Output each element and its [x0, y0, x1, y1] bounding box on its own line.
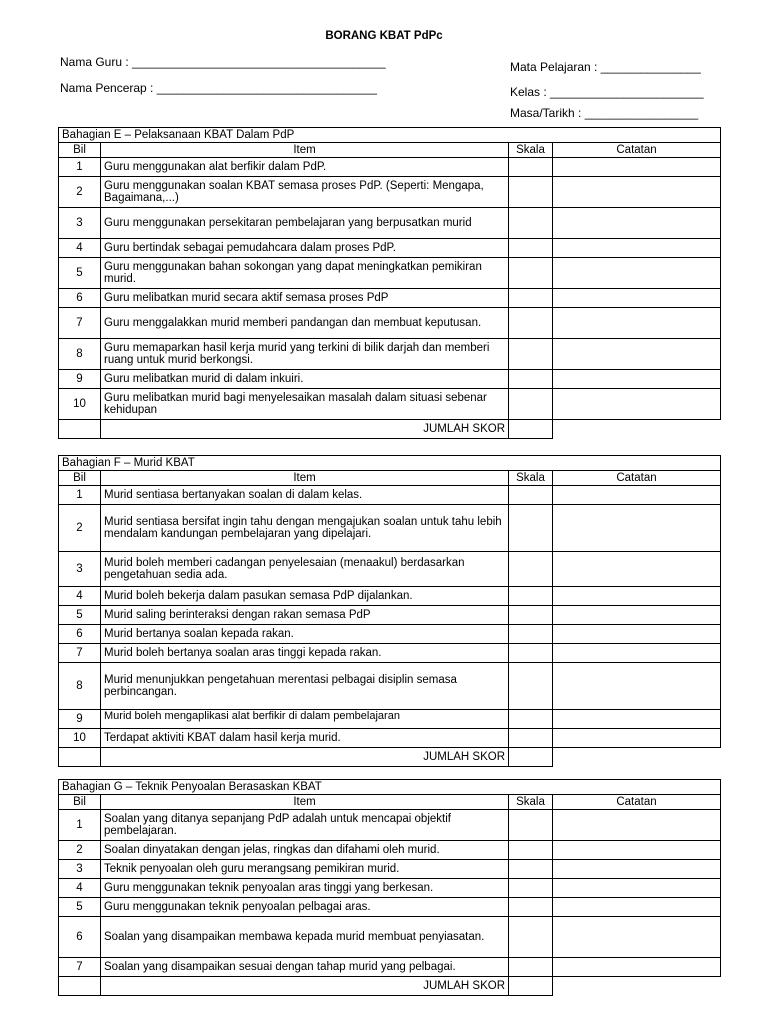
catatan-cell[interactable]: [553, 810, 721, 841]
empty-cell: [553, 977, 721, 996]
table-row: [59, 308, 721, 339]
table-row: [59, 552, 721, 587]
table-row: [59, 917, 721, 958]
skala-cell[interactable]: [509, 389, 553, 420]
catatan-cell[interactable]: [553, 208, 721, 239]
row-number: 6: [59, 625, 101, 644]
column-header-skala: Skala: [509, 143, 553, 158]
column-header-item: Item: [101, 795, 509, 810]
row-item: Guru bertindak sebagai pemudahcara dalam proses PdP.: [101, 239, 509, 258]
table-row: [59, 898, 721, 917]
empty-cell: [59, 977, 101, 996]
catatan-cell[interactable]: [553, 917, 721, 958]
table-row: [59, 339, 721, 370]
skala-cell[interactable]: [509, 289, 553, 308]
total-skala-cell[interactable]: [509, 977, 553, 996]
row-number: 7: [59, 958, 101, 977]
table-row: [59, 710, 721, 729]
catatan-cell[interactable]: [553, 958, 721, 977]
catatan-cell[interactable]: [553, 860, 721, 879]
skala-cell[interactable]: [509, 644, 553, 663]
table-row: [59, 860, 721, 879]
total-row: [59, 748, 721, 767]
row-number: 10: [59, 729, 101, 748]
table-row: [59, 810, 721, 841]
column-header-bil: Bil: [59, 471, 101, 486]
row-number: 3: [59, 208, 101, 239]
form-title: BORANG KBAT PdPc: [325, 30, 443, 42]
catatan-cell[interactable]: [553, 177, 721, 208]
column-header-catatan: Catatan: [553, 143, 721, 158]
row-number: 4: [59, 587, 101, 606]
table-row: [59, 606, 721, 625]
skala-cell[interactable]: [509, 860, 553, 879]
row-item: Guru melibatkan murid secara aktif semasa proses PdP: [101, 289, 509, 308]
row-item: Guru melibatkan murid bagi menyelesaikan masalah dalam situasi sebenar kehidupan: [101, 389, 509, 420]
skala-cell[interactable]: [509, 898, 553, 917]
row-number: 9: [59, 710, 101, 729]
jumlah-skor-label: JUMLAH SKOR: [101, 977, 509, 996]
skala-cell[interactable]: [509, 810, 553, 841]
section-title: Bahagian E – Pelaksanaan KBAT Dalam PdP: [59, 128, 721, 143]
catatan-cell[interactable]: [553, 389, 721, 420]
catatan-cell[interactable]: [553, 505, 721, 552]
catatan-cell[interactable]: [553, 258, 721, 289]
row-item: Terdapat aktiviti KBAT dalam hasil kerja murid.: [101, 729, 509, 748]
row-item: Murid saling berinteraksi dengan rakan semasa PdP: [101, 606, 509, 625]
empty-cell: [553, 420, 721, 439]
row-item: Murid bertanya soalan kepada rakan.: [101, 625, 509, 644]
catatan-cell[interactable]: [553, 370, 721, 389]
skala-cell[interactable]: [509, 879, 553, 898]
row-item: Murid sentiasa bertanyakan soalan di dalam kelas.: [101, 486, 509, 505]
table-row: [59, 958, 721, 977]
empty-cell: [59, 748, 101, 767]
row-item: Teknik penyoalan oleh guru merangsang pemikiran murid.: [101, 860, 509, 879]
skala-cell[interactable]: [509, 177, 553, 208]
table-row: [59, 644, 721, 663]
row-item-text: Murid boleh mengaplikasi alat berfikir di dalam pembelajaran: [104, 711, 400, 722]
catatan-cell[interactable]: [553, 644, 721, 663]
row-number: 10: [59, 389, 101, 420]
column-header-catatan: Catatan: [553, 795, 721, 810]
row-number: 6: [59, 917, 101, 958]
total-row: [59, 420, 721, 439]
skala-cell[interactable]: [509, 505, 553, 552]
section-title: Bahagian F – Murid KBAT: [59, 456, 721, 471]
row-item: Guru menggunakan soalan KBAT semasa proses PdP. (Seperti: Mengapa, Bagaimana,...): [101, 177, 509, 208]
skala-cell[interactable]: [509, 841, 553, 860]
skala-cell[interactable]: [509, 158, 553, 177]
catatan-cell[interactable]: [553, 710, 721, 729]
row-item: Guru menggunakan teknik penyoalan aras tinggi yang berkesan.: [101, 879, 509, 898]
catatan-cell[interactable]: [553, 587, 721, 606]
skala-cell[interactable]: [509, 710, 553, 729]
row-item: Murid sentiasa bersifat ingin tahu dengan mengajukan soalan untuk tahu lebih mendalam kandungan pembelajaran yang dipelajari.: [101, 505, 509, 552]
row-item: Guru menggunakan persekitaran pembelajaran yang berpusatkan murid: [101, 208, 509, 239]
total-skala-cell[interactable]: [509, 748, 553, 767]
row-number: 2: [59, 505, 101, 552]
skala-cell[interactable]: [509, 239, 553, 258]
table-row: [59, 625, 721, 644]
column-header-item: Item: [101, 143, 509, 158]
section-f-table: [58, 455, 721, 767]
catatan-cell[interactable]: [553, 625, 721, 644]
row-item: Guru menggalakkan murid memberi pandangan dan membuat keputusan.: [101, 308, 509, 339]
skala-cell[interactable]: [509, 587, 553, 606]
table-row: [59, 729, 721, 748]
empty-cell: [553, 748, 721, 767]
row-item: Guru menggunakan teknik penyoalan pelbagai aras.: [101, 898, 509, 917]
section-e-table: [58, 127, 721, 439]
skala-cell[interactable]: [509, 486, 553, 505]
column-header-bil: Bil: [59, 143, 101, 158]
mata-pelajaran-field[interactable]: Mata Pelajaran : _______________: [510, 60, 701, 74]
catatan-cell[interactable]: [553, 486, 721, 505]
jumlah-skor-label: JUMLAH SKOR: [101, 748, 509, 767]
row-item: [101, 710, 509, 729]
kelas-field[interactable]: Kelas : _______________________: [510, 85, 704, 99]
total-row: [59, 977, 721, 996]
column-header-skala: Skala: [509, 795, 553, 810]
table-row: [59, 587, 721, 606]
row-item: Guru melibatkan murid di dalam inkuiri.: [101, 370, 509, 389]
catatan-cell[interactable]: [553, 841, 721, 860]
row-number: 7: [59, 308, 101, 339]
catatan-cell[interactable]: [553, 898, 721, 917]
table-row: [59, 258, 721, 289]
row-item: Soalan dinyatakan dengan jelas, ringkas dan difahami oleh murid.: [101, 841, 509, 860]
skala-cell[interactable]: [509, 663, 553, 710]
table-row: [59, 177, 721, 208]
section-title: Bahagian G – Teknik Penyoalan Berasaskan KBAT: [59, 780, 721, 795]
table-row: [59, 505, 721, 552]
row-number: 2: [59, 177, 101, 208]
row-item: Murid menunjukkan pengetahuan merentasi pelbagai disiplin semasa perbincangan.: [101, 663, 509, 710]
row-item: Soalan yang disampaikan sesuai dengan tahap murid yang pelbagai.: [101, 958, 509, 977]
row-item: Murid boleh memberi cadangan penyelesaian (menaakul) berdasarkan pengetahuan sedia ada.: [101, 552, 509, 587]
row-number: 3: [59, 552, 101, 587]
total-skala-cell[interactable]: [509, 420, 553, 439]
skala-cell[interactable]: [509, 606, 553, 625]
table-row: [59, 289, 721, 308]
row-number: 2: [59, 841, 101, 860]
masa-tarikh-field[interactable]: Masa/Tarikh : _________________: [510, 106, 699, 120]
table-row: [59, 389, 721, 420]
skala-cell[interactable]: [509, 308, 553, 339]
skala-cell[interactable]: [509, 208, 553, 239]
row-number: 3: [59, 860, 101, 879]
row-number: 1: [59, 158, 101, 177]
row-number: 5: [59, 258, 101, 289]
row-item: Guru memaparkan hasil kerja murid yang terkini di bilik darjah dan memberi ruang untuk murid berkongsi.: [101, 339, 509, 370]
row-number: 8: [59, 339, 101, 370]
catatan-cell[interactable]: [553, 339, 721, 370]
catatan-cell[interactable]: [553, 606, 721, 625]
table-row: [59, 486, 721, 505]
table-row: [59, 239, 721, 258]
row-number: 5: [59, 898, 101, 917]
table-row: [59, 158, 721, 177]
nama-guru-field[interactable]: Nama Guru : ______________________________________: [60, 55, 386, 69]
jumlah-skor-label: JUMLAH SKOR: [101, 420, 509, 439]
catatan-cell[interactable]: [553, 289, 721, 308]
row-number: 7: [59, 644, 101, 663]
row-item: Soalan yang disampaikan membawa kepada murid membuat penyiasatan.: [101, 917, 509, 958]
row-item: Guru menggunakan alat berfikir dalam PdP.: [101, 158, 509, 177]
skala-cell[interactable]: [509, 625, 553, 644]
table-row: [59, 879, 721, 898]
column-header-item: Item: [101, 471, 509, 486]
row-number: 4: [59, 239, 101, 258]
row-number: 4: [59, 879, 101, 898]
catatan-cell[interactable]: [553, 663, 721, 710]
row-item: Soalan yang ditanya sepanjang PdP adalah untuk mencapai objektif pembelajaran.: [101, 810, 509, 841]
row-item: Guru menggunakan bahan sokongan yang dapat meningkatkan pemikiran murid.: [101, 258, 509, 289]
skala-cell[interactable]: [509, 370, 553, 389]
catatan-cell[interactable]: [553, 308, 721, 339]
row-number: 1: [59, 486, 101, 505]
table-row: [59, 841, 721, 860]
row-number: 5: [59, 606, 101, 625]
skala-cell[interactable]: [509, 729, 553, 748]
catatan-cell[interactable]: [553, 729, 721, 748]
row-number: 1: [59, 810, 101, 841]
catatan-cell[interactable]: [553, 552, 721, 587]
skala-cell[interactable]: [509, 917, 553, 958]
table-row: [59, 208, 721, 239]
row-number: 8: [59, 663, 101, 710]
nama-pencerap-field[interactable]: Nama Pencerap : _________________________________: [60, 81, 377, 95]
row-number: 9: [59, 370, 101, 389]
row-item: Murid boleh bekerja dalam pasukan semasa PdP dijalankan.: [101, 587, 509, 606]
column-header-skala: Skala: [509, 471, 553, 486]
catatan-cell[interactable]: [553, 239, 721, 258]
column-header-bil: Bil: [59, 795, 101, 810]
empty-cell: [59, 420, 101, 439]
row-number: 6: [59, 289, 101, 308]
column-header-catatan: Catatan: [553, 471, 721, 486]
skala-cell[interactable]: [509, 258, 553, 289]
skala-cell[interactable]: [509, 339, 553, 370]
table-row: [59, 663, 721, 710]
catatan-cell[interactable]: [553, 879, 721, 898]
skala-cell[interactable]: [509, 958, 553, 977]
section-g-table: [58, 779, 721, 996]
catatan-cell[interactable]: [553, 158, 721, 177]
table-row: [59, 370, 721, 389]
skala-cell[interactable]: [509, 552, 553, 587]
row-item: Murid boleh bertanya soalan aras tinggi kepada rakan.: [101, 644, 509, 663]
